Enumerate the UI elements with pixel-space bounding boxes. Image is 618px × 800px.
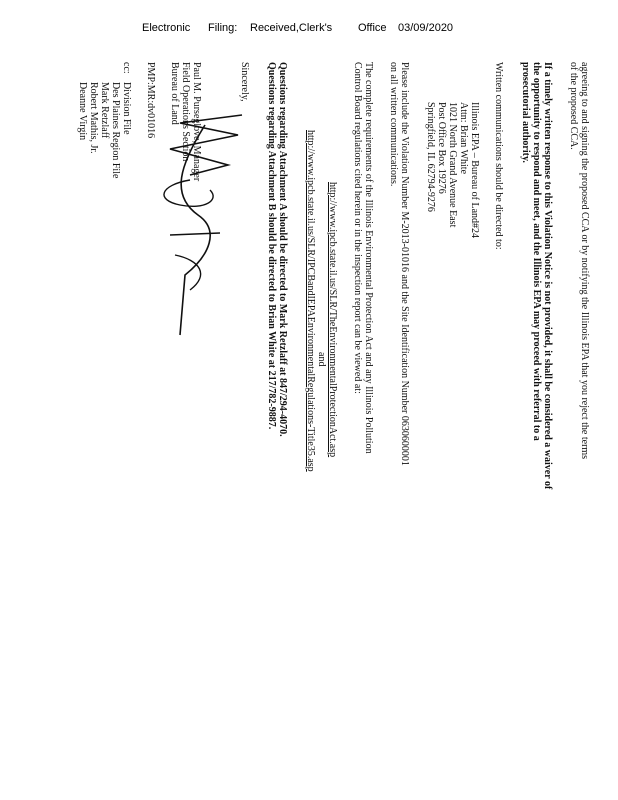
signer-bureau: Bureau of Land [169, 62, 180, 125]
reference-initials: PMP:MR:dv01016 [145, 62, 156, 139]
and-separator: and [316, 352, 327, 367]
paragraph-requirements-line-1: The complete requirements of the Illinois Environmental Protection Act and any Illinois Pollution [363, 62, 374, 454]
header-office: Office [358, 22, 387, 34]
paragraph-cca-line-2: of the proposed CCA. [568, 62, 579, 150]
cc-entry-1: Division File [121, 82, 132, 135]
paragraph-waiver-line-2: the opportunity to respond and meet, and the Illinois EPA may proceed with referral to a [531, 62, 542, 441]
closing-sincerely: Sincerely, [239, 62, 250, 102]
link-environmental-protection-act[interactable]: http://www.ipcb.state.il.us/SLR/TheEnvironmentalProtectionAct.asp [327, 182, 338, 458]
paragraph-waiver-line-1: If a timely written response to this Violation Notice is not provided, it shall be considered a waiver of [542, 62, 553, 490]
header-electronic: Electronic [142, 22, 191, 34]
handwritten-signature [150, 105, 255, 345]
question-attachment-b: Questions regarding Attachment B should be directed to Brian White at 217/782-9887. [266, 62, 277, 430]
filing-stamp-header [0, 22, 618, 36]
paragraph-cca-line-1: agreeing to and signing the proposed CCA or by notifying the Illinois EPA that you reject the terms [579, 62, 590, 460]
cc-entry-5: Deanne Virgin [77, 82, 88, 141]
address-line-1: Illinois EPA – Bureau of Land#24 [469, 102, 480, 239]
signer-section: Field Operations Section [180, 62, 191, 162]
header-received: Received,Clerk's [250, 22, 333, 34]
cc-entry-4: Robert Mathis, Jr. [88, 82, 99, 154]
signer-name-title: Paul M. Purseglove, Manager [191, 62, 202, 182]
question-attachment-a: Questions regarding Attachment A should be directed to Mark Retzlaff at 847/294-4070. [277, 62, 288, 437]
address-line-3: 1021 North Grand Avenue East [447, 102, 458, 228]
address-line-4: Post Office Box 19276 [436, 102, 447, 194]
cc-entry-3: Mark Retzlaff [99, 82, 110, 139]
paragraph-written-communications: Written communications should be directed to: [493, 62, 504, 250]
cc-entry-2: Des Plaines Region File [110, 82, 121, 179]
header-date: 03/09/2020 [398, 22, 454, 34]
link-environmental-regulations[interactable]: http://www.ipcb.state.il.us/SLR/IPCBandIEPAEnvironmentalRegulations-Title35.asp [305, 130, 316, 472]
paragraph-violation-number-line-2: on all written communications. [388, 62, 399, 187]
cc-label: cc: [121, 62, 132, 74]
paragraph-waiver-line-3: prosecutorial authority. [520, 62, 531, 163]
address-line-2: Attn: Brian White [458, 102, 469, 175]
address-line-5: Springfield, IL 62794-9276 [425, 102, 436, 212]
paragraph-violation-number: Please include the Violation Number M-2013-01016 and the Site Identification Number 0630600001 [399, 62, 410, 466]
paragraph-requirements-line-2: Control Board regulations cited herein or in the inspection report can be viewed at: [352, 62, 363, 394]
header-filing: Filing: [208, 22, 238, 34]
